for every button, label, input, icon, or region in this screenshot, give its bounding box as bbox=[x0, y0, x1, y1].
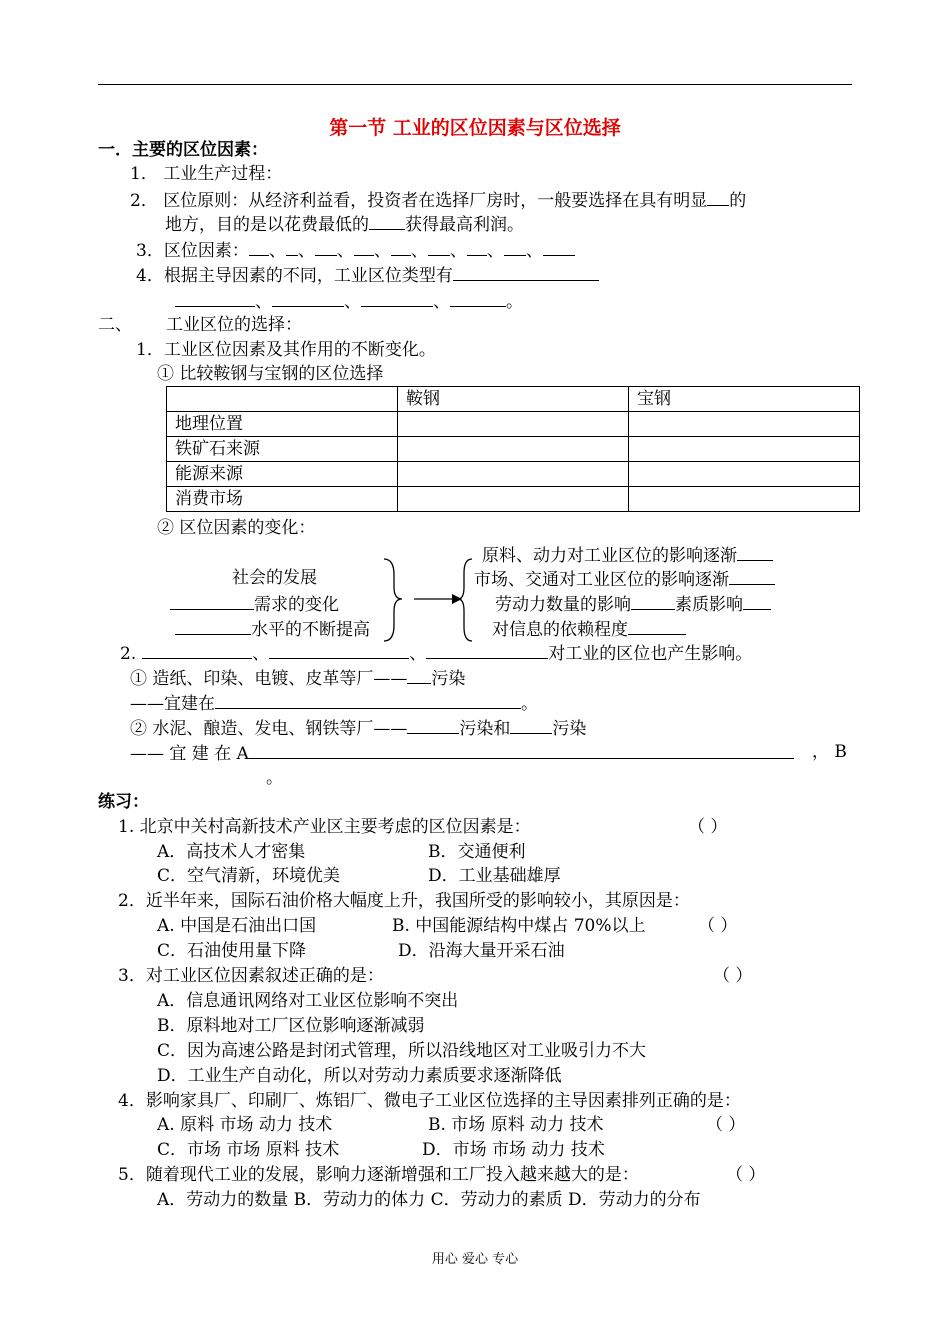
pollution-2: ② 水泥、酿造、发电、钢铁等厂—— 污染和 污染 bbox=[130, 715, 586, 741]
q2-option-a: A. 中国是石油出口国 bbox=[157, 916, 317, 936]
table-header-cell bbox=[167, 387, 398, 412]
comparison-table bbox=[166, 386, 860, 512]
q4-option-a: A. 原料 市场 动力 技术 bbox=[157, 1115, 333, 1135]
table-row-label: 地理位置 bbox=[167, 412, 398, 437]
table-row-label: 能源来源 bbox=[167, 462, 398, 487]
table-row-label: 消费市场 bbox=[167, 487, 398, 512]
question-2: 2．近半年来，国际石油价格大幅度上升，我国所受的影响较小，其原因是： bbox=[118, 891, 690, 911]
q3-option-b: B．原料地对工厂区位影响逐渐减弱 bbox=[157, 1016, 425, 1036]
answer-paren: （ ） bbox=[713, 966, 753, 986]
q3-option-a: A．信息通讯网络对工业区位影响不突出 bbox=[157, 991, 459, 1011]
s1-item1: 1． 工业生产过程： bbox=[130, 164, 283, 184]
pollution-2-end: 。 bbox=[266, 768, 283, 788]
question-1: 1. 北京中关村高新技术产业区主要考虑的区位因素是： bbox=[118, 817, 531, 837]
page-title: 第一节 工业的区位因素与区位选择 bbox=[329, 117, 621, 139]
q1-option-d: D．工业基础雄厚 bbox=[428, 866, 561, 886]
diagram-right-3: 劳动力数量的影响 素质影响 bbox=[495, 591, 771, 617]
q1-option-a: A．高技术人才密集 bbox=[157, 842, 306, 862]
table-row bbox=[167, 462, 860, 487]
table-header-cell: 鞍钢 bbox=[398, 387, 629, 412]
q4-option-b: B. 市场 原料 动力 技术 bbox=[428, 1115, 604, 1135]
pollution-1-site: ——宜建在 。 bbox=[130, 690, 538, 716]
question-3: 3．对工业区位因素叙述正确的是： bbox=[118, 966, 384, 986]
s1-item2: 2． 区位原则：从经济利益看，投资者在选择厂房时，一般要选择在具有明显 的 bbox=[130, 187, 746, 213]
q2-option-d: D．沿海大量开采石油 bbox=[398, 941, 565, 961]
q5-options: A．劳动力的数量 B．劳动力的体力 C．劳动力的素质 D．劳动力的分布 bbox=[157, 1190, 701, 1210]
practice-heading: 练习： bbox=[98, 792, 149, 812]
section2-heading-num: 二、 bbox=[98, 315, 132, 335]
pollution-2-site-b: ， B bbox=[812, 742, 847, 762]
table-row bbox=[167, 412, 860, 437]
answer-paren: （ ） bbox=[726, 1165, 766, 1185]
table-header-row bbox=[167, 387, 860, 412]
q3-option-d: D．工业生产自动化，所以对劳动力素质要求逐渐降低 bbox=[157, 1066, 562, 1086]
s2-sub2: ② 区位因素的变化： bbox=[157, 518, 316, 538]
s1-item2-cont: 地方，目的是以花费最低的 获得最高利润。 bbox=[165, 211, 524, 237]
s2-item1: 1．工业区位因素及其作用的不断变化。 bbox=[136, 340, 436, 360]
s2-item2: 2. 、 、 对工业的区位也产生影响。 bbox=[120, 640, 752, 666]
brace-arrow-diagram bbox=[380, 555, 475, 645]
q2-option-c: C．石油使用量下降 bbox=[157, 941, 307, 961]
pollution-1: ① 造纸、印染、电镀、皮革等厂—— 污染 bbox=[130, 665, 465, 691]
diagram-right-2: 市场、交通对工业区位的影响逐渐 bbox=[474, 566, 775, 592]
q4-option-c: C．市场 市场 原料 技术 bbox=[157, 1140, 340, 1160]
diagram-right-4: 对信息的依赖程度 bbox=[492, 616, 686, 642]
s1-item4: 4．根据主导因素的不同，工业区位类型有 bbox=[136, 262, 599, 288]
s1-item3: 3．区位因素： 、 、 、 、 、 、 、 、 bbox=[136, 237, 575, 263]
diagram-right-1: 原料、动力对工业区位的影响逐渐 bbox=[482, 542, 773, 568]
section1-heading: 一．主要的区位因素： bbox=[98, 140, 268, 160]
q2-option-b: B. 中国能源结构中煤占 70%以上 bbox=[392, 916, 646, 936]
page-footer: 用心 爱心 专心 bbox=[431, 1252, 519, 1267]
header-rule bbox=[98, 84, 852, 85]
question-4: 4．影响家具厂、印刷厂、炼铝厂、微电子工业区位选择的主导因素排列正确的是： bbox=[118, 1091, 741, 1111]
diagram-left-1: 社会的发展 bbox=[232, 568, 317, 588]
q1-option-c: C．空气清新，环境优美 bbox=[157, 866, 341, 886]
s1-item4-cont: 、 、 、 。 bbox=[175, 288, 523, 314]
table-header-cell: 宝钢 bbox=[629, 387, 860, 412]
table-row-label: 铁矿石来源 bbox=[167, 437, 398, 462]
answer-paren: （ ） bbox=[698, 916, 738, 936]
section2-heading: 工业区位的选择： bbox=[166, 315, 302, 335]
table-row bbox=[167, 487, 860, 512]
table-row bbox=[167, 437, 860, 462]
q4-option-d: D．市场 市场 动力 技术 bbox=[422, 1140, 605, 1160]
s2-sub1: ① 比较鞍钢与宝钢的区位选择 bbox=[157, 364, 384, 384]
diagram-left-2: 需求的变化 bbox=[170, 591, 339, 617]
answer-paren: （ ） bbox=[688, 817, 728, 837]
question-5: 5．随着现代工业的发展，影响力逐渐增强和工厂投入越来越大的是： bbox=[118, 1165, 639, 1185]
answer-paren: （ ） bbox=[706, 1115, 746, 1135]
q1-option-b: B．交通便利 bbox=[428, 842, 526, 862]
diagram-left-3: 水平的不断提高 bbox=[175, 616, 370, 642]
q3-option-c: C．因为高速公路是封闭式管理，所以沿线地区对工业吸引力不大 bbox=[157, 1041, 647, 1061]
pollution-2-site: —— 宜 建 在 A bbox=[130, 740, 794, 766]
